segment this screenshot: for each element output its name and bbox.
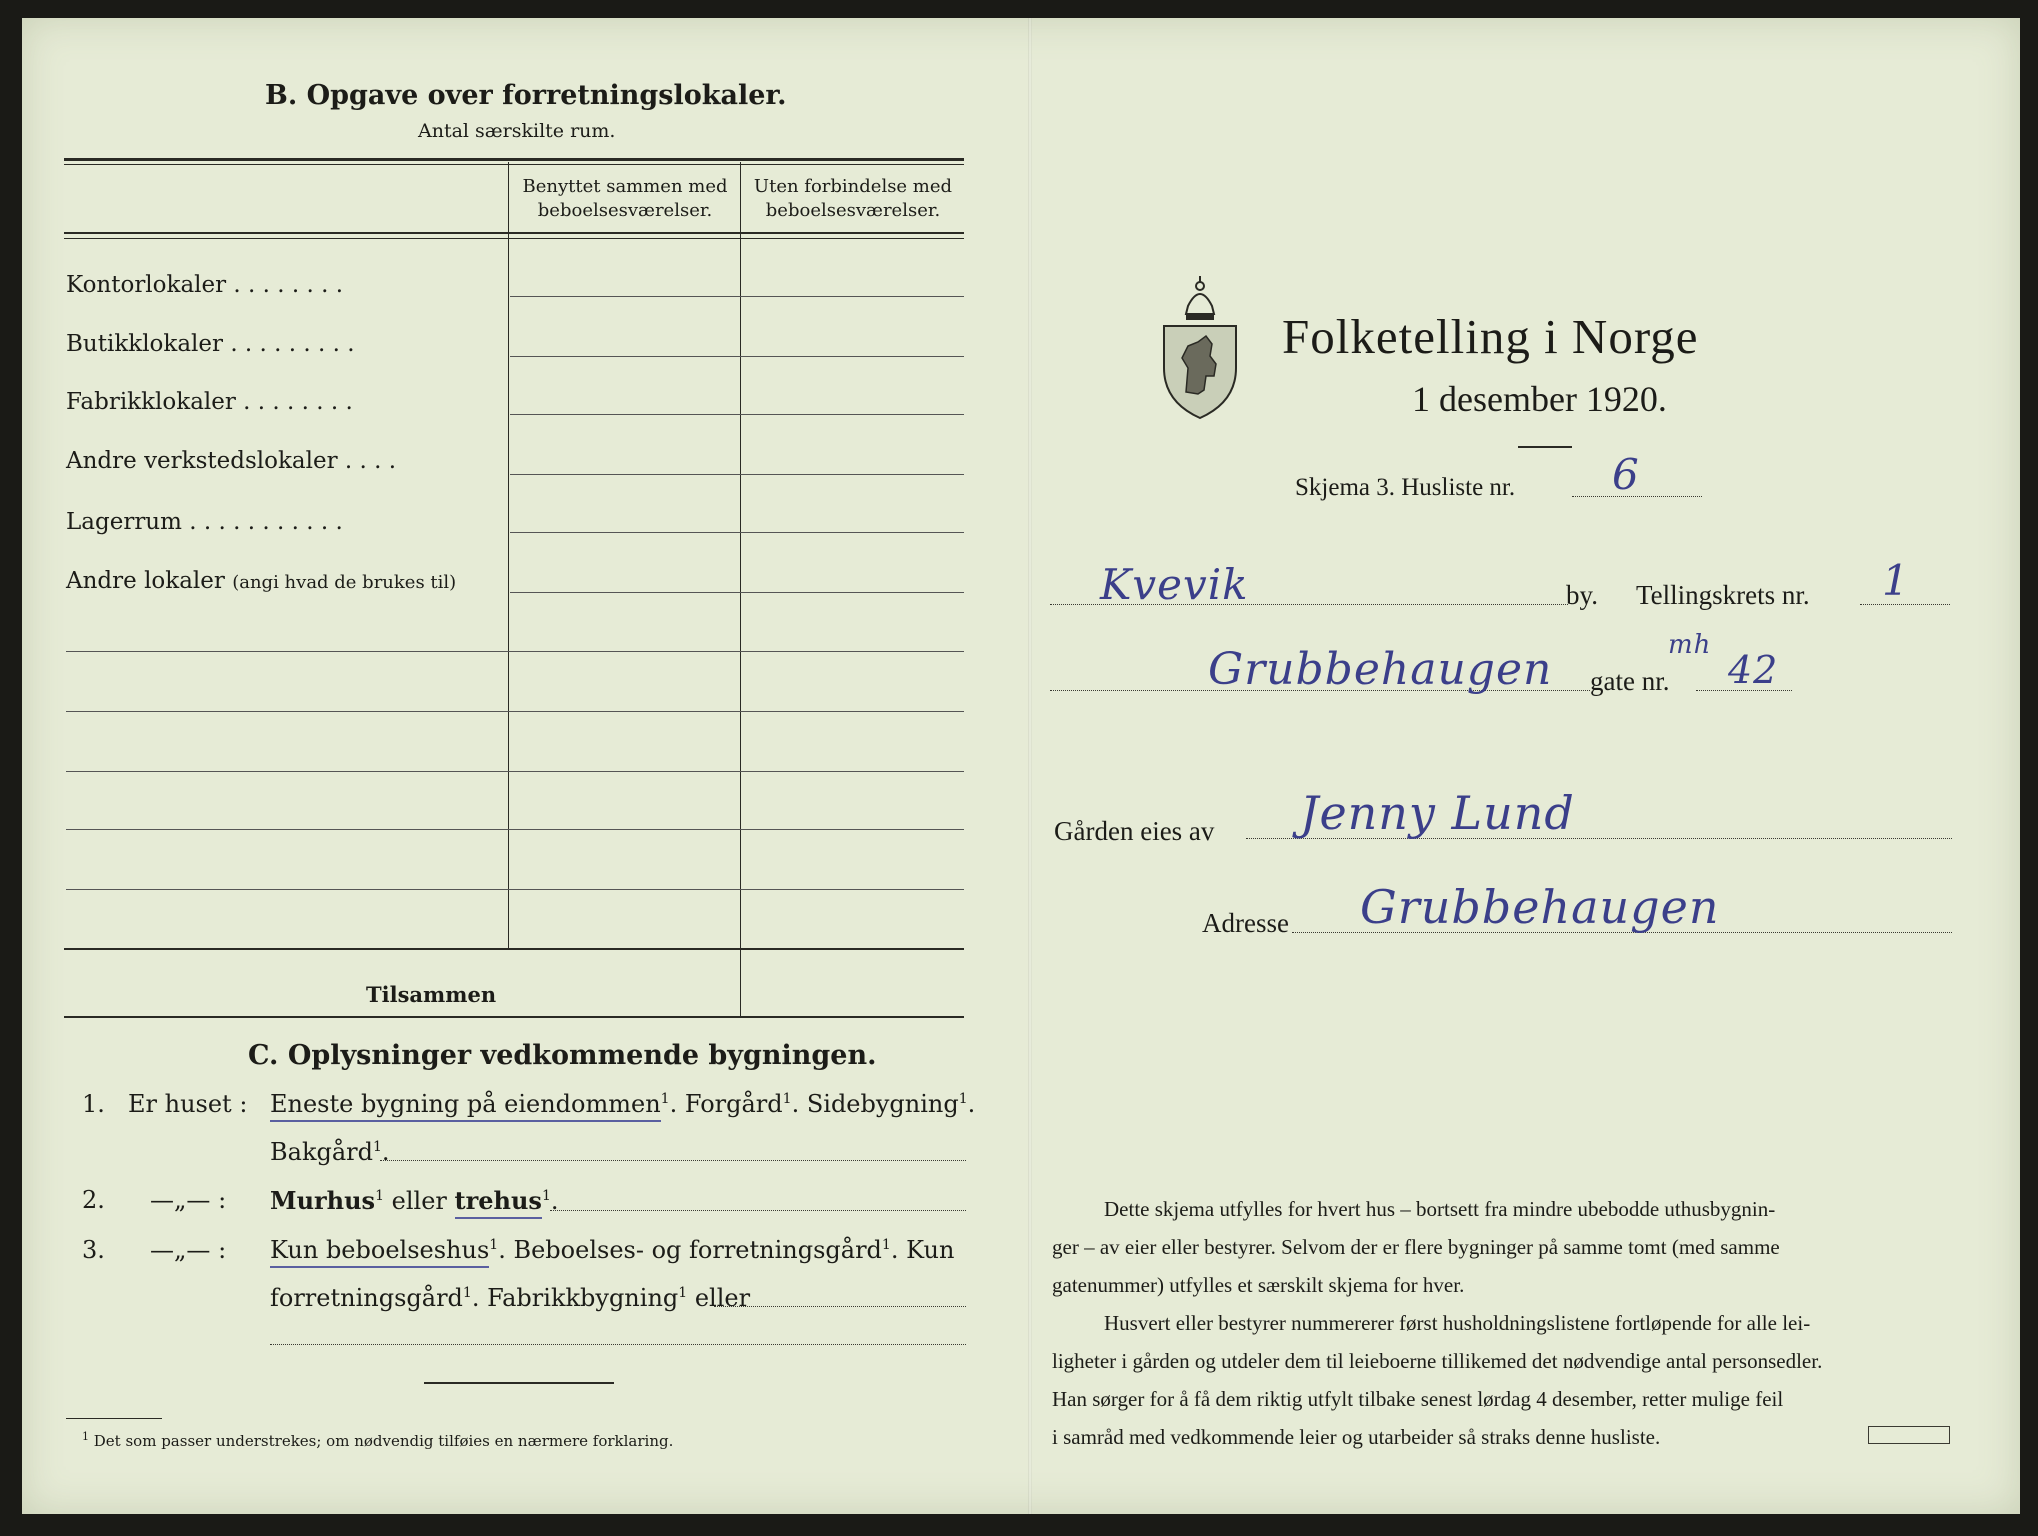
q3-number: 3. bbox=[82, 1236, 105, 1264]
q2-eller: eller bbox=[391, 1187, 447, 1215]
row-line bbox=[510, 592, 964, 593]
q2-fill-line[interactable] bbox=[550, 1210, 966, 1211]
q2-lead: —„— : bbox=[150, 1186, 227, 1214]
husliste-nr-value[interactable]: 6 bbox=[1612, 450, 1640, 499]
row-line bbox=[510, 414, 964, 415]
instructions bbox=[1052, 1190, 1952, 1456]
row-line bbox=[66, 889, 964, 890]
col2-header-line1: Uten forbindelse med bbox=[753, 176, 953, 197]
gate-nr-value[interactable]: 42 bbox=[1728, 648, 1779, 692]
krets-label: Tellingskrets nr. bbox=[1636, 580, 1810, 610]
printer-stamp bbox=[1868, 1426, 1950, 1444]
q2-options: Murhus$^1$ eller trehus$^1$. bbox=[270, 1186, 559, 1215]
instructions-p2-l1: Husvert eller bestyrer nummererer først husholdningslistene fortløpende for alle lei- bbox=[1104, 1311, 1811, 1335]
footnote-mark: 1 bbox=[958, 1091, 968, 1107]
row-line bbox=[66, 711, 964, 712]
row-andre-verkstedslokaler: Andre verkstedslokaler . . . . bbox=[66, 448, 397, 474]
footnote-mark: 1 bbox=[373, 1139, 382, 1155]
page-fold bbox=[1028, 18, 1032, 1514]
q3-lead: —„— : bbox=[150, 1236, 227, 1264]
row-line bbox=[510, 532, 964, 533]
q3-option-fabrikkbygning[interactable]: Fabrikkbygning bbox=[487, 1284, 679, 1312]
q3-option-beboelses-og-forretningsgard[interactable]: Beboelses- og forretningsgård bbox=[513, 1236, 882, 1264]
q3-fill-line-1[interactable] bbox=[714, 1306, 966, 1307]
table-col-divider-1 bbox=[508, 162, 509, 948]
q1-option-forgard[interactable]: Forgård bbox=[684, 1090, 783, 1118]
address-value[interactable]: Grubbehaugen bbox=[1360, 880, 1720, 934]
owner-label: Gården eies av bbox=[1054, 816, 1215, 846]
footnote-mark: 1 bbox=[541, 1188, 551, 1204]
col1-header-line2: beboelsesværelser. bbox=[537, 200, 713, 221]
q1-option-eneste-bygning[interactable]: Eneste bygning på eiendommen bbox=[270, 1090, 661, 1122]
krets-value[interactable]: 1 bbox=[1882, 556, 1910, 605]
instructions-p2-l3: Han sørger for å få dem riktig utfylt tilbake senest lørdag 4 desember, retter mulige feil bbox=[1052, 1387, 1784, 1411]
col2-header-line2: beboelsesværelser. bbox=[765, 200, 941, 221]
q1-lead: Er huset : bbox=[128, 1090, 248, 1118]
q2-option-murhus[interactable]: Murhus bbox=[270, 1186, 376, 1215]
footnote-mark: 1 bbox=[660, 1091, 670, 1107]
instructions-p2-l4: i samråd med vedkommende leier og utarbeider så straks denne husliste. bbox=[1052, 1425, 1661, 1449]
q3-options: Kun beboelseshus$^1$. Beboelses- og forretningsgård$^1$. Kun bbox=[270, 1236, 954, 1264]
q3-option-forretningsgard[interactable]: forretningsgård bbox=[270, 1284, 463, 1312]
table-top-rule bbox=[64, 158, 964, 161]
q3-kun: Kun bbox=[906, 1236, 955, 1264]
row-andre-lokaler bbox=[66, 568, 456, 594]
row-line bbox=[66, 651, 964, 652]
owner-value[interactable]: Jenny Lund bbox=[1300, 786, 1575, 840]
instructions-p2-l2: ligheter i gården og utdeler dem til leieboerne tillikemed det nødvendige antal personsedler. bbox=[1052, 1349, 1823, 1373]
row-line bbox=[510, 356, 964, 357]
footnote-mark: 1 bbox=[782, 1091, 792, 1107]
q3-fill-line-2[interactable] bbox=[270, 1344, 966, 1345]
row-line bbox=[66, 771, 964, 772]
section-b-subtitle: Antal særskilte rum. bbox=[418, 120, 616, 142]
table-header-rule-thin bbox=[64, 238, 964, 239]
instructions-p1-l2: ger – av eier eller bestyrer. Selvom der er flere bygninger på samme tomt (med samme bbox=[1052, 1235, 1780, 1259]
q1-option-sidebygning[interactable]: Sidebygning bbox=[806, 1090, 959, 1118]
street-note[interactable]: mh bbox=[1668, 630, 1712, 660]
section-c-end-rule bbox=[424, 1382, 614, 1384]
section-b-title: B. Opgave over forretningslokaler. bbox=[265, 80, 787, 111]
row-line bbox=[510, 296, 964, 297]
section-c-title: C. Oplysninger vedkommende bygningen. bbox=[248, 1040, 877, 1071]
footnote-mark: 1 bbox=[82, 1430, 89, 1443]
row-line bbox=[66, 829, 964, 830]
footnote-text: Det som passer understrekes; om nødvendig tilføies en nærmere forklaring. bbox=[93, 1432, 674, 1450]
city-value[interactable]: Kvevik bbox=[1100, 560, 1249, 609]
norway-coat-of-arms-icon bbox=[1158, 272, 1242, 422]
q1-number: 1. bbox=[82, 1090, 105, 1118]
q1-options: Eneste bygning på eiendommen$^1$. Forgård$^1$. Sidebygning$^1$. bbox=[270, 1090, 975, 1118]
q2-number: 2. bbox=[82, 1186, 105, 1214]
table-top-rule-thin bbox=[64, 164, 964, 165]
census-date: 1 desember 1920. bbox=[1412, 379, 1667, 419]
table-bottom-rule bbox=[64, 1016, 964, 1018]
q3-options-line2: forretningsgård$^1$. Fabrikkbygning$^1$ eller bbox=[270, 1284, 751, 1312]
footnote-mark: 1 bbox=[462, 1285, 472, 1301]
footnote-rule bbox=[66, 1418, 162, 1419]
row-line bbox=[510, 474, 964, 475]
andre-lokaler-label: Andre lokaler bbox=[66, 568, 225, 594]
q1-options-line2: Bakgård$^1$. bbox=[270, 1138, 390, 1166]
q3-eller: eller bbox=[694, 1284, 751, 1312]
row-lagerrum: Lagerrum . . . . . . . . . . . bbox=[66, 509, 343, 535]
footnote bbox=[82, 1430, 673, 1450]
row-kontorlokaler: Kontorlokaler . . . . . . . . bbox=[66, 272, 344, 298]
instructions-p1-l3: gatenummer) utfylles et særskilt skjema for hver. bbox=[1052, 1273, 1465, 1297]
q1-option-bakgard[interactable]: Bakgård bbox=[270, 1138, 373, 1166]
q3-option-kun-beboelseshus[interactable]: Kun beboelseshus bbox=[270, 1236, 489, 1268]
q1-fill-line[interactable] bbox=[380, 1160, 966, 1161]
footnote-mark: 1 bbox=[375, 1188, 384, 1204]
andre-lokaler-note: (angi hvad de brukes til) bbox=[232, 572, 457, 593]
title-rule bbox=[1518, 446, 1572, 448]
total-label: Tilsammen bbox=[366, 982, 497, 1007]
city-label: by. bbox=[1566, 580, 1598, 610]
street-value[interactable]: Grubbehaugen bbox=[1208, 644, 1553, 695]
schema-label: Skjema 3. Husliste nr. bbox=[1295, 474, 1516, 501]
form-title: Folketelling i Norge bbox=[1282, 309, 1699, 364]
table-header-rule bbox=[64, 232, 964, 234]
footnote-mark: 1 bbox=[881, 1237, 891, 1253]
q2-option-trehus[interactable]: trehus bbox=[455, 1186, 542, 1219]
footnote-mark: 1 bbox=[489, 1237, 499, 1253]
footnote-mark: 1 bbox=[678, 1285, 688, 1301]
gate-label: gate nr. bbox=[1590, 666, 1670, 696]
address-label: Adresse bbox=[1202, 908, 1289, 938]
row-fabrikklokaler: Fabrikklokaler . . . . . . . . bbox=[66, 389, 353, 415]
table-total-rule bbox=[64, 948, 964, 950]
instructions-p1-l1: Dette skjema utfylles for hvert hus – bortsett fra mindre ubebodde uthusbygnin- bbox=[1104, 1197, 1776, 1221]
col1-header-line1: Benyttet sammen med bbox=[522, 176, 728, 197]
row-butikklokaler: Butikklokaler . . . . . . . . . bbox=[66, 331, 355, 357]
